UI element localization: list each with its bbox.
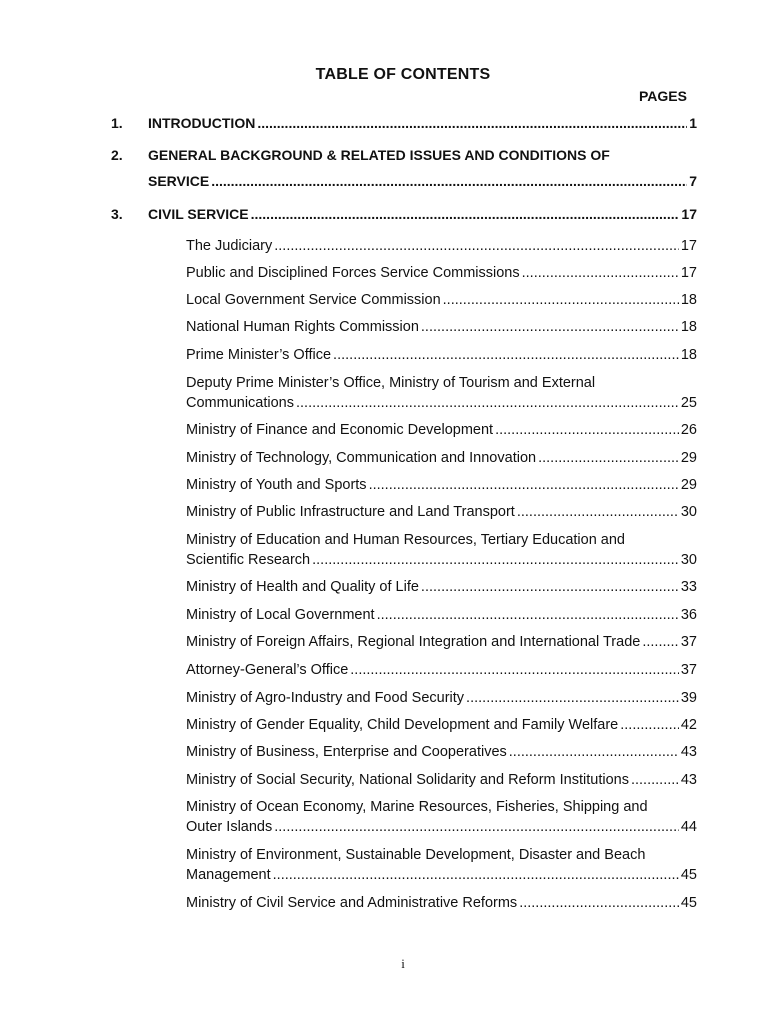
toc-section-introduction[interactable]: [148, 113, 697, 133]
toc-entry-title: Ministry of Gender Equality, Child Development and Family Welfare: [186, 717, 619, 733]
dot-leader: [369, 475, 679, 495]
toc-entry-title-line1: Ministry of Environment, Sustainable Development, Disaster and Beach: [186, 847, 646, 863]
toc-section-general-background[interactable]: [148, 145, 697, 191]
toc-section-civil-service[interactable]: [148, 204, 697, 224]
toc-entry-title: Attorney-General’s Office: [186, 662, 349, 678]
toc-entry-title: Ministry of Business, Enterprise and Cooperatives: [186, 744, 507, 760]
toc-page-number: 43: [680, 744, 697, 760]
toc-entry-title: Ministry of Finance and Economic Development: [186, 422, 494, 438]
toc-entry[interactable]: [186, 448, 697, 468]
toc-page-number: 39: [680, 690, 697, 706]
toc-entry-title-line1: Ministry of Education and Human Resources, Tertiary Education and: [186, 532, 625, 548]
toc-entry-title: Ministry of Civil Service and Administrative Reforms: [186, 895, 518, 911]
toc-entry-title: Ministry of Public Infrastructure and Land Transport: [186, 504, 515, 520]
toc-entry[interactable]: [186, 605, 697, 625]
section-number: 1.: [111, 115, 123, 131]
section-number: 2.: [111, 147, 123, 163]
toc-entry[interactable]: [186, 502, 697, 522]
toc-page-number: 37: [680, 634, 697, 650]
toc-entry[interactable]: [186, 715, 697, 735]
dot-leader: [274, 817, 679, 837]
toc-entry[interactable]: [186, 893, 697, 913]
dot-leader: [421, 317, 679, 337]
toc-entry-title: Ministry of Social Security, National Solidarity and Reform Institutions: [186, 772, 629, 788]
toc-entry[interactable]: [186, 345, 697, 365]
toc-page-number: 17: [680, 265, 697, 281]
toc-page-number: 25: [680, 395, 697, 411]
toc-page-number: 29: [680, 477, 697, 493]
dot-leader: [466, 688, 679, 708]
dot-leader: [620, 715, 679, 735]
page-title: TABLE OF CONTENTS: [315, 66, 491, 83]
toc-entry[interactable]: [186, 742, 697, 762]
toc-entry[interactable]: [186, 530, 697, 570]
dot-leader: [251, 204, 680, 224]
toc-entry-title-line2: Management: [186, 867, 271, 883]
dot-leader: [211, 171, 687, 191]
toc-entry-title: Ministry of Health and Quality of Life: [186, 579, 419, 595]
dot-leader: [421, 577, 679, 597]
toc-entry[interactable]: [186, 263, 697, 283]
toc-entry-title: Ministry of Foreign Affairs, Regional Integration and International Trade: [186, 634, 641, 650]
toc-page-number: 18: [680, 319, 697, 335]
toc-page-number: 30: [680, 552, 697, 568]
toc-entry-title: Public and Disciplined Forces Service Commissions: [186, 265, 520, 281]
dot-leader: [333, 345, 679, 365]
pages-column-header: PAGES: [639, 88, 687, 104]
page-number-footer: i: [401, 956, 405, 971]
dot-leader: [517, 502, 679, 522]
section-number: 3.: [111, 206, 123, 222]
toc-page-number: 33: [680, 579, 697, 595]
toc-section-title: INTRODUCTION: [148, 115, 256, 131]
dot-leader: [522, 263, 679, 283]
dot-leader: [443, 290, 679, 310]
toc-entry[interactable]: [186, 475, 697, 495]
toc-section-title-line1: GENERAL BACKGROUND & RELATED ISSUES AND CONDITIONS OF: [148, 147, 610, 163]
dot-leader: [257, 113, 687, 133]
toc-page-number: 37: [680, 662, 697, 678]
toc-entry[interactable]: [186, 290, 697, 310]
toc-entry[interactable]: [186, 632, 697, 652]
toc-entry-title-line2: Communications: [186, 395, 294, 411]
toc-section-title-line2: SERVICE: [148, 173, 210, 189]
toc-entry[interactable]: [186, 688, 697, 708]
toc-entry-title-line1: Deputy Prime Minister’s Office, Ministry of Tourism and External: [186, 375, 596, 391]
dot-leader: [519, 893, 679, 913]
toc-page-number: 30: [680, 504, 697, 520]
toc-page-number: 1: [689, 115, 697, 131]
toc-page-number: 18: [680, 292, 697, 308]
toc-page-number: 43: [680, 772, 697, 788]
toc-entry-title-line2: Outer Islands: [186, 819, 273, 835]
toc-entry-title: The Judiciary: [186, 238, 273, 254]
toc-entry-title-line2: Scientific Research: [186, 552, 311, 568]
toc-page-number: 7: [689, 173, 697, 189]
dot-leader: [274, 236, 679, 256]
dot-leader: [538, 448, 679, 468]
toc-page-number: 17: [680, 238, 697, 254]
dot-leader: [377, 605, 679, 625]
toc-page-number: 18: [680, 347, 697, 363]
toc-entry-title: National Human Rights Commission: [186, 319, 419, 335]
toc-entry[interactable]: [186, 577, 697, 597]
toc-entry-title: Ministry of Local Government: [186, 607, 375, 623]
toc-entry[interactable]: [186, 236, 697, 256]
dot-leader: [495, 420, 679, 440]
toc-entry[interactable]: [186, 317, 697, 337]
dot-leader: [509, 742, 679, 762]
toc-page-number: 42: [680, 717, 697, 733]
toc-entry-title-line1: Ministry of Ocean Economy, Marine Resources, Fisheries, Shipping and: [186, 799, 648, 815]
toc-entry[interactable]: [186, 420, 697, 440]
toc-page-number: 36: [680, 607, 697, 623]
toc-page-number: 26: [680, 422, 697, 438]
toc-entry[interactable]: [186, 845, 697, 885]
toc-page-number: 45: [680, 867, 697, 883]
toc-page-number: 29: [680, 450, 697, 466]
toc-page-number: 45: [680, 895, 697, 911]
dot-leader: [642, 632, 679, 652]
toc-entry[interactable]: [186, 373, 697, 413]
toc-section-title: CIVIL SERVICE: [148, 206, 249, 222]
toc-entry[interactable]: [186, 770, 697, 790]
toc-page-number: 44: [680, 819, 697, 835]
toc-entry[interactable]: [186, 660, 697, 680]
toc-entry[interactable]: [186, 797, 697, 837]
dot-leader: [631, 770, 679, 790]
toc-entry-title: Ministry of Youth and Sports: [186, 477, 367, 493]
toc-entry-title: Ministry of Agro-Industry and Food Security: [186, 690, 465, 706]
dot-leader: [273, 865, 679, 885]
toc-entry-title: Ministry of Technology, Communication and Innovation: [186, 450, 537, 466]
dot-leader: [296, 393, 679, 413]
dot-leader: [312, 550, 679, 570]
dot-leader: [350, 660, 679, 680]
toc-page-number: 17: [681, 206, 697, 222]
toc-entry-title: Local Government Service Commission: [186, 292, 441, 308]
toc-entry-title: Prime Minister’s Office: [186, 347, 332, 363]
